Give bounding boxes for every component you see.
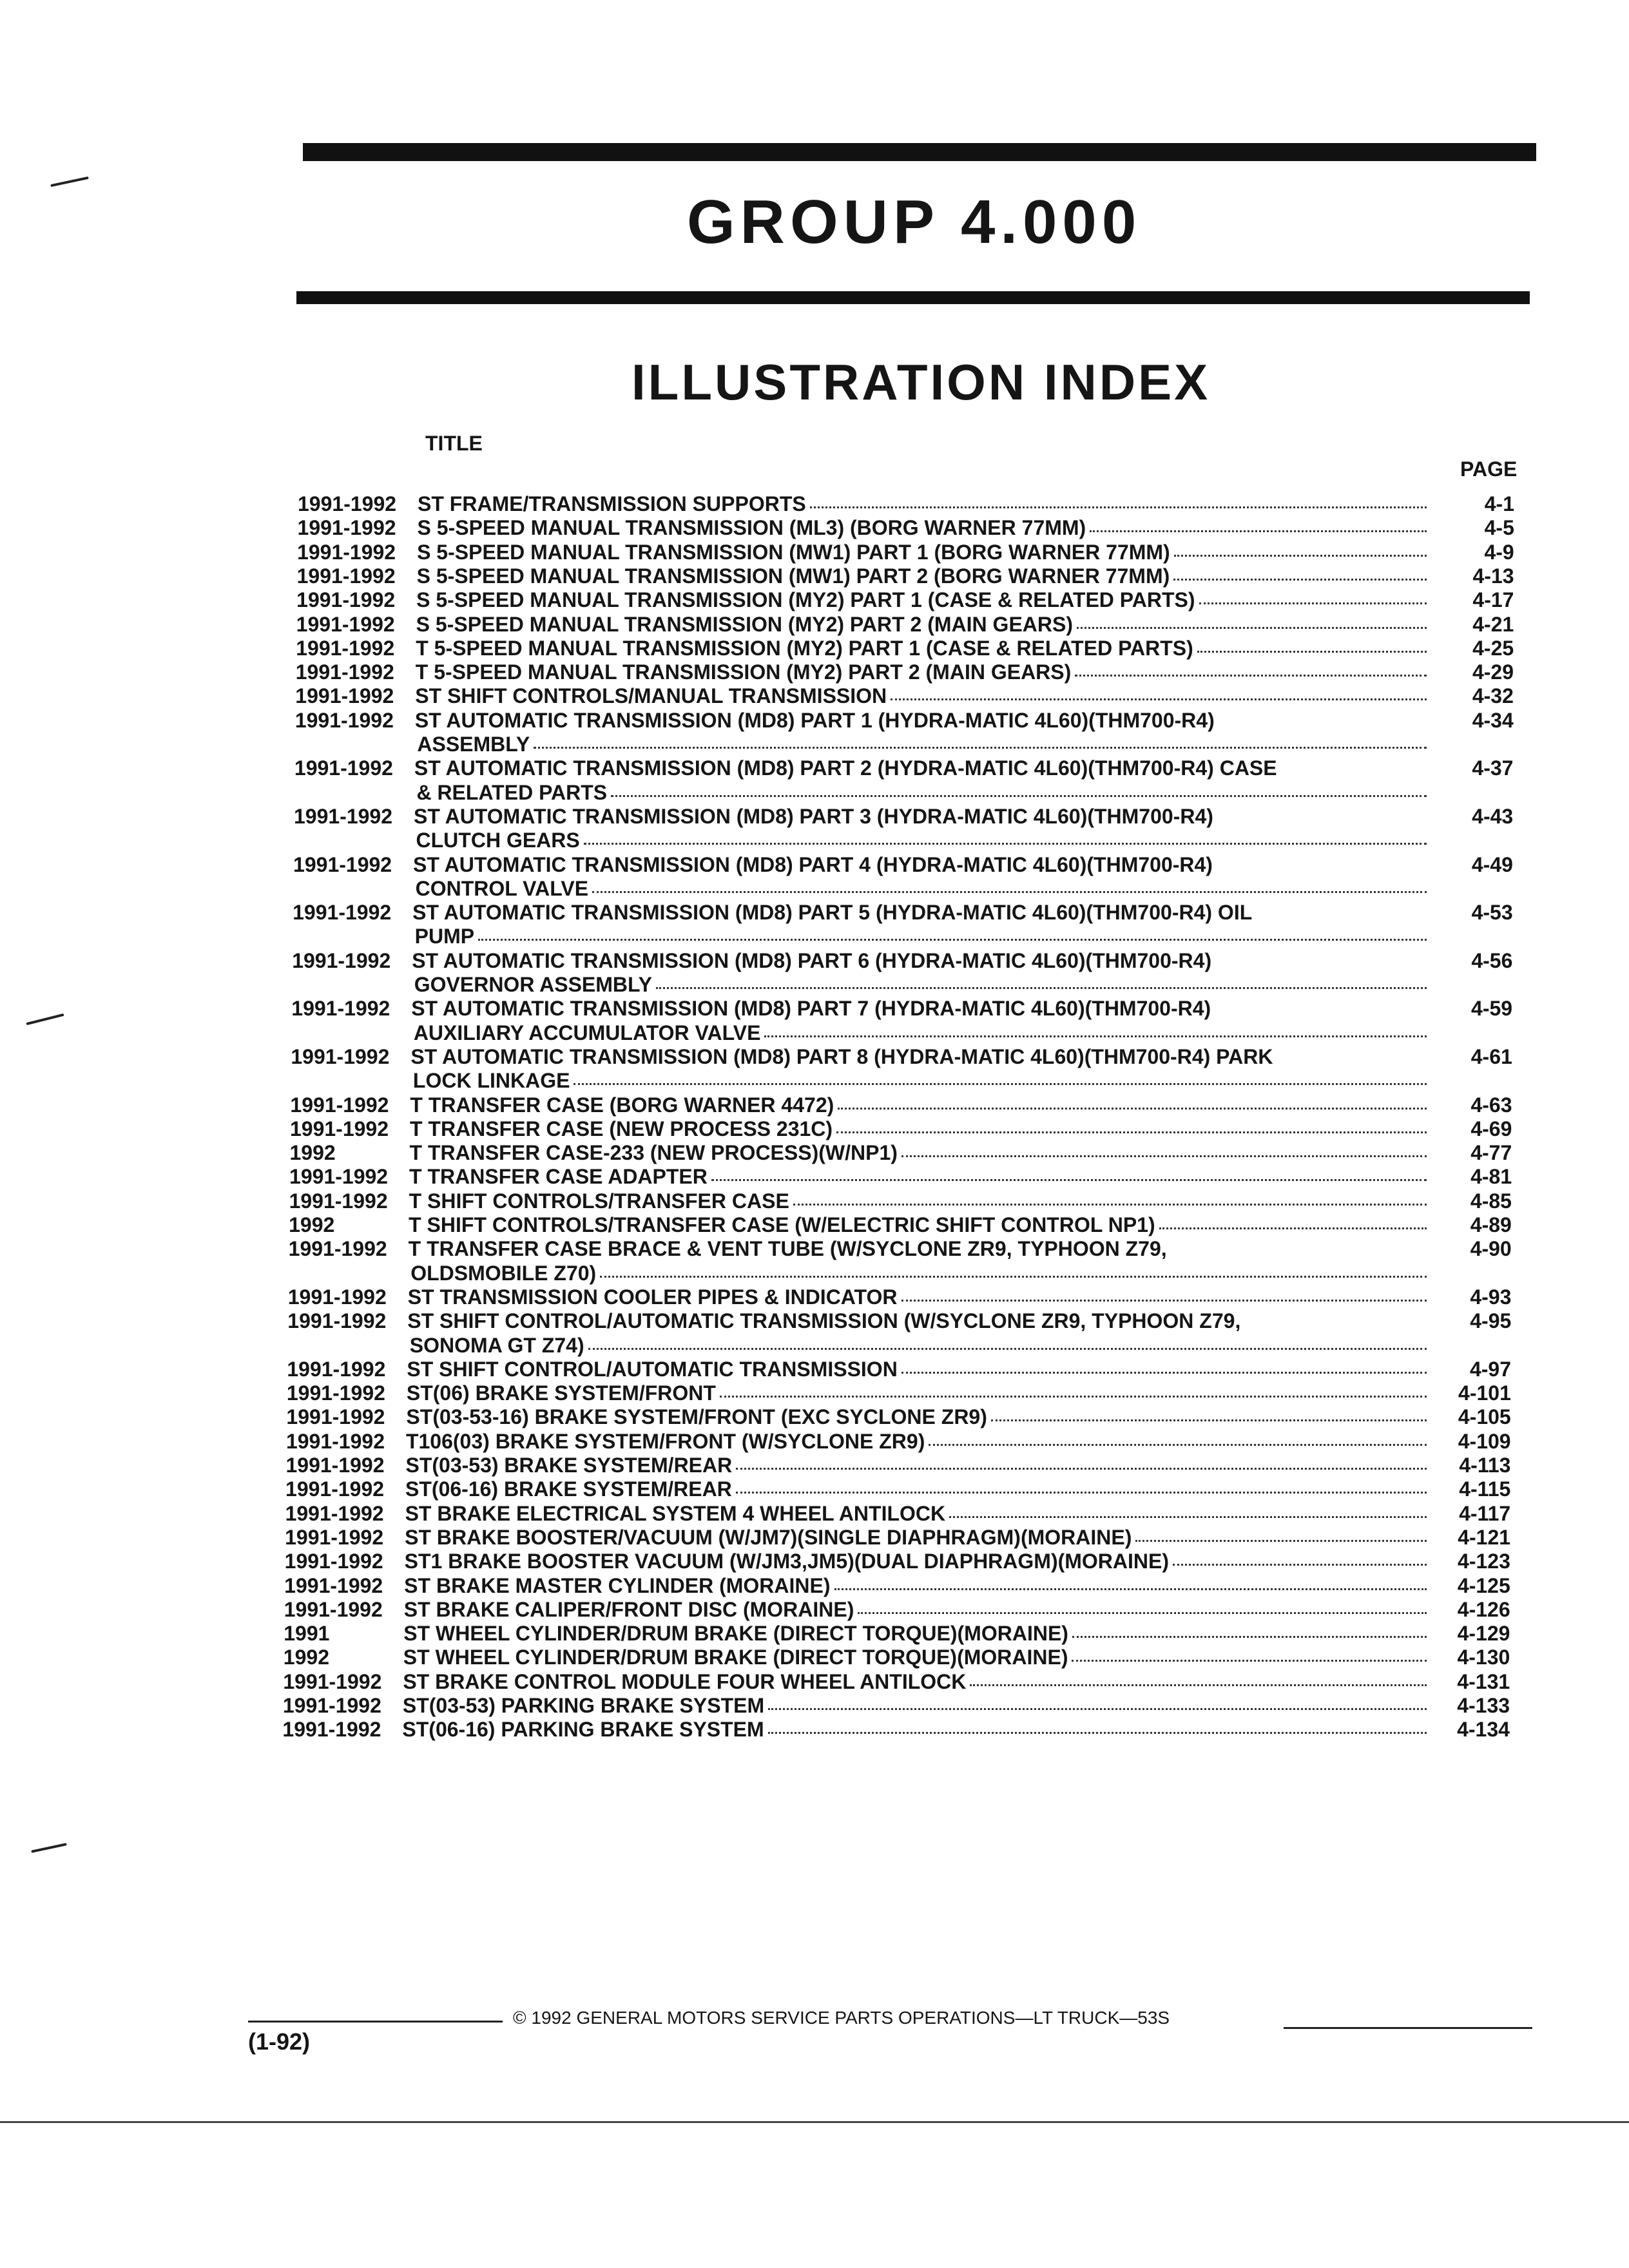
entry-page: 4-113: [1459, 1454, 1511, 1477]
dot-leader: [656, 987, 1427, 989]
dot-leader: [1199, 602, 1427, 604]
entry-title: ST WHEEL CYLINDER/DRUM BRAKE (DIRECT TORQUE)(MORAINE): [403, 1622, 1068, 1646]
entry-page: 4-59: [1471, 997, 1513, 1021]
entry-title-continued: [415, 926, 1431, 947]
entry-title-line2: & RELATED PARTS: [416, 780, 608, 804]
entry-years: 1991-1992: [284, 1550, 383, 1573]
dot-leader: [901, 1155, 1427, 1157]
dot-leader: [768, 1732, 1427, 1734]
dot-leader: [901, 1300, 1427, 1302]
entry-page: 4-53: [1471, 901, 1513, 925]
entry-title: S 5-SPEED MANUAL TRANSMISSION (MY2) PART 1 (CASE & RELATED PARTS): [416, 588, 1195, 612]
index-title: ILLUSTRATION INDEX: [631, 354, 1211, 410]
entry-page: 4-13: [1472, 564, 1514, 588]
entry-title: ST AUTOMATIC TRANSMISSION (MD8) PART 3 (HYDRA-MATIC 4L60)(THM700-R4): [413, 804, 1213, 828]
dot-leader: [858, 1612, 1427, 1614]
entry-years: 1991-1992: [295, 684, 394, 708]
dot-leader: [1174, 555, 1427, 557]
entry-years: 1991-1992: [288, 1237, 387, 1261]
entry-years: 1991-1992: [297, 516, 396, 540]
entry-page: 4-1: [1484, 492, 1514, 515]
dot-leader: [949, 1516, 1427, 1518]
entry-page: 4-77: [1470, 1141, 1512, 1165]
entry-page: 4-117: [1459, 1501, 1511, 1525]
entry-title: ST WHEEL CYLINDER/DRUM BRAKE (DIRECT TORQUE)(MORAINE): [403, 1646, 1068, 1669]
dot-leader: [574, 1083, 1427, 1085]
entry-title: ST(06) BRAKE SYSTEM/FRONT: [406, 1381, 716, 1405]
entry-title-line2: AUXILIARY ACCUMULATOR VALVE: [413, 1021, 761, 1044]
entry-title: ST AUTOMATIC TRANSMISSION (MD8) PART 1 (HYDRA-MATIC 4L60)(THM700-R4): [414, 708, 1215, 732]
entry-title: ST BRAKE CALIPER/FRONT DISC (MORAINE): [403, 1597, 854, 1621]
entry-title: ST FRAME/TRANSMISSION SUPPORTS: [418, 492, 806, 515]
entry-title: S 5-SPEED MANUAL TRANSMISSION (MW1) PART 2 (BORG WARNER 77MM): [416, 564, 1170, 588]
dot-leader: [584, 843, 1427, 845]
dot-leader: [1075, 675, 1427, 677]
entry-years: 1991-1992: [298, 492, 397, 515]
dot-leader: [793, 1204, 1427, 1206]
dot-leader: [901, 1372, 1427, 1374]
entry-page: 4-21: [1472, 612, 1514, 636]
dot-leader: [929, 1444, 1427, 1446]
entry-page: 4-131: [1457, 1669, 1510, 1693]
entry-years: 1991-1992: [287, 1357, 386, 1381]
dot-leader: [534, 747, 1427, 749]
entry-title: S 5-SPEED MANUAL TRANSMISSION (MW1) PART 1 (BORG WARNER 77MM): [417, 540, 1170, 564]
entry-title: T TRANSFER CASE-233 (NEW PROCESS)(W/NP1): [409, 1141, 898, 1165]
dot-leader: [611, 795, 1427, 797]
entry-title-continued: [414, 1023, 1431, 1043]
entry-page: 4-17: [1472, 588, 1514, 612]
dot-leader: [736, 1468, 1427, 1470]
entry-page: 4-126: [1457, 1597, 1510, 1621]
entry-title-continued: [416, 782, 1431, 803]
entry-title-continued: [416, 878, 1431, 899]
entry-title-continued: [413, 1070, 1431, 1091]
entry-page: 4-95: [1470, 1309, 1512, 1333]
entry-title-continued: [414, 974, 1431, 995]
entry-title: T TRANSFER CASE (NEW PROCESS 231C): [409, 1117, 833, 1140]
entry-title: ST AUTOMATIC TRANSMISSION (MD8) PART 7 (HYDRA-MATIC 4L60)(THM700-R4): [411, 997, 1211, 1021]
entry-years: 1991-1992: [296, 612, 395, 636]
entry-page: 4-69: [1470, 1117, 1512, 1140]
entry-title: ST BRAKE MASTER CYLINDER (MORAINE): [404, 1573, 831, 1597]
dot-leader: [970, 1684, 1427, 1686]
entry-page: 4-130: [1457, 1646, 1510, 1669]
dot-leader: [1173, 1564, 1427, 1566]
entry-title-line2: SONOMA GT Z74): [409, 1333, 584, 1357]
entry-years: 1991-1992: [292, 948, 391, 972]
entry-title: ST1 BRAKE BOOSTER VACUUM (W/JM3,JM5)(DUAL DIAPHRAGM)(MORAINE): [404, 1550, 1170, 1573]
entry-title: S 5-SPEED MANUAL TRANSMISSION (MY2) PART 2 (MAIN GEARS): [416, 612, 1073, 636]
entry-years: 1991-1992: [285, 1454, 385, 1477]
entry-page: 4-29: [1472, 660, 1514, 684]
entry-title: T TRANSFER CASE ADAPTER: [409, 1165, 708, 1189]
entry-title: ST AUTOMATIC TRANSMISSION (MD8) PART 4 (HYDRA-MATIC 4L60)(THM700-R4): [413, 852, 1213, 876]
entry-years: 1991-1992: [290, 1093, 389, 1117]
entry-page: 4-97: [1469, 1357, 1511, 1381]
entry-page: 4-89: [1470, 1213, 1512, 1236]
entry-title: ST AUTOMATIC TRANSMISSION (MD8) PART 2 (HYDRA-MATIC 4L60)(THM700-R4) CASE: [414, 756, 1277, 780]
dot-leader: [1173, 579, 1427, 581]
entry-years: 1991-1992: [284, 1597, 383, 1621]
entry-title: ST SHIFT CONTROL/AUTOMATIC TRANSMISSION (W/SYCLONE ZR9, TYPHOON Z79,: [407, 1309, 1241, 1333]
entry-years: 1992: [289, 1213, 335, 1236]
page-edge-rule: [0, 2121, 1629, 2123]
entry-title-line2: PUMP: [414, 925, 475, 948]
entry-years: 1991: [284, 1622, 330, 1646]
dot-leader: [736, 1492, 1427, 1494]
date-code: (1-92): [248, 2028, 311, 2055]
dot-leader: [1072, 1660, 1427, 1662]
entry-page: 4-43: [1472, 804, 1514, 828]
dot-leader: [891, 698, 1427, 700]
entry-title: ST SHIFT CONTROLS/MANUAL TRANSMISSION: [415, 684, 887, 708]
entry-page: 4-5: [1484, 516, 1514, 540]
entry-years: 1991-1992: [282, 1694, 381, 1717]
entry-page: 4-101: [1458, 1381, 1511, 1405]
entry-years: 1991-1992: [283, 1669, 382, 1693]
entry-title: ST(03-53) PARKING BRAKE SYSTEM: [402, 1694, 765, 1717]
entry-years: 1992: [289, 1141, 336, 1165]
entry-years: 1991-1992: [286, 1381, 385, 1405]
group-title: GROUP 4.000: [687, 187, 1142, 256]
dot-leader: [720, 1396, 1427, 1398]
dot-leader: [711, 1179, 1427, 1181]
entry-title: T 5-SPEED MANUAL TRANSMISSION (MY2) PART 2 (MAIN GEARS): [415, 660, 1072, 684]
entry-page: 4-37: [1472, 756, 1514, 780]
dot-leader: [1197, 651, 1427, 653]
entry-page: 4-81: [1470, 1165, 1512, 1189]
entry-title: ST(03-53-16) BRAKE SYSTEM/FRONT (EXC SYCLONE ZR9): [406, 1405, 987, 1429]
entry-years: 1991-1992: [285, 1429, 385, 1453]
entry-title-continued: [417, 734, 1431, 754]
entry-years: 1991-1992: [286, 1405, 385, 1429]
dot-leader: [836, 1131, 1427, 1133]
entry-years: 1991-1992: [293, 901, 392, 925]
entry-page: 4-56: [1471, 948, 1513, 972]
dot-leader: [838, 1108, 1427, 1110]
entry-page: 4-129: [1457, 1622, 1510, 1646]
entry-years: 1991-1992: [297, 540, 396, 564]
dot-leader: [1135, 1540, 1427, 1542]
entry-page: 4-125: [1457, 1573, 1510, 1597]
entry-years: 1991-1992: [289, 1117, 389, 1140]
entry-page: 4-32: [1472, 684, 1514, 708]
entry-title: S 5-SPEED MANUAL TRANSMISSION (ML3) (BORG WARNER 77MM): [417, 516, 1086, 540]
entry-page: 4-123: [1458, 1550, 1510, 1573]
dot-leader: [478, 939, 1427, 941]
entry-title: T TRANSFER CASE (BORG WARNER 4472): [410, 1093, 834, 1117]
entry-page: 4-115: [1459, 1477, 1511, 1501]
entry-page: 4-90: [1470, 1237, 1512, 1261]
entry-title: ST AUTOMATIC TRANSMISSION (MD8) PART 5 (HYDRA-MATIC 4L60)(THM700-R4) OIL: [412, 901, 1253, 925]
entry-years: 1991-1992: [293, 804, 393, 828]
entry-page: 4-93: [1470, 1285, 1512, 1309]
dot-leader: [991, 1419, 1427, 1421]
entry-page: 4-121: [1458, 1525, 1511, 1549]
entry-years: 1991-1992: [285, 1477, 385, 1501]
dot-leader: [600, 1276, 1427, 1278]
page-column-header: PAGE: [1460, 457, 1518, 481]
entry-title: T SHIFT CONTROLS/TRANSFER CASE: [409, 1189, 789, 1213]
entry-years: 1991-1992: [291, 997, 390, 1021]
entry-page: 4-134: [1457, 1718, 1510, 1742]
dot-leader: [1090, 530, 1427, 532]
entry-title-continued: [410, 1263, 1431, 1283]
entry-title-line2: LOCK LINKAGE: [412, 1069, 570, 1093]
entry-page: 4-25: [1472, 636, 1514, 660]
dot-leader: [1072, 1636, 1427, 1638]
entry-years: 1991-1992: [296, 636, 395, 660]
dot-leader: [1159, 1227, 1427, 1229]
entry-years: 1991-1992: [287, 1309, 387, 1333]
entry-page: 4-105: [1458, 1405, 1511, 1429]
entry-page: 4-133: [1457, 1694, 1510, 1717]
entry-years: 1991-1992: [285, 1525, 384, 1549]
entry-title: ST AUTOMATIC TRANSMISSION (MD8) PART 8 (HYDRA-MATIC 4L60)(THM700-R4) PARK: [410, 1044, 1273, 1068]
entry-page: 4-63: [1470, 1093, 1512, 1117]
entry-title: T 5-SPEED MANUAL TRANSMISSION (MY2) PART 1 (CASE & RELATED PARTS): [416, 636, 1193, 660]
dot-leader: [768, 1708, 1427, 1710]
entry-page: 4-34: [1472, 708, 1514, 732]
entry-years: 1991-1992: [296, 588, 396, 612]
dot-leader: [810, 506, 1427, 508]
entry-title: ST(06-16) BRAKE SYSTEM/REAR: [405, 1477, 732, 1501]
entry-title: ST(03-53) BRAKE SYSTEM/REAR: [405, 1454, 733, 1477]
entry-years: 1992: [283, 1646, 329, 1669]
entry-years: 1991-1992: [296, 564, 396, 588]
entry-title-line2: CONTROL VALVE: [415, 876, 589, 900]
entry-title-line2: OLDSMOBILE Z70): [410, 1261, 597, 1285]
entry-title: T TRANSFER CASE BRACE & VENT TUBE (W/SYCLONE ZR9, TYPHOON Z79,: [408, 1237, 1167, 1261]
entry-title: T SHIFT CONTROLS/TRANSFER CASE (W/ELECTRIC SHIFT CONTROL NP1): [409, 1213, 1155, 1236]
entry-title: ST SHIFT CONTROL/AUTOMATIC TRANSMISSION: [407, 1357, 898, 1381]
entry-years: 1991-1992: [293, 852, 392, 876]
footer-copyright: © 1992 GENERAL MOTORS SERVICE PARTS OPERATIONS—LT TRUCK—53S: [513, 2008, 1170, 2028]
entry-title-line2: GOVERNOR ASSEMBLY: [414, 973, 652, 996]
entry-title-line2: CLUTCH GEARS: [416, 829, 580, 852]
entry-title: ST TRANSMISSION COOLER PIPES & INDICATOR: [407, 1285, 898, 1309]
entry-page: 4-109: [1458, 1429, 1511, 1453]
entry-title-continued: [410, 1335, 1431, 1356]
entry-page: 4-85: [1470, 1189, 1512, 1213]
entry-years: 1991-1992: [285, 1501, 384, 1525]
entry-years: 1991-1992: [294, 756, 393, 780]
entry-years: 1991-1992: [287, 1285, 387, 1309]
entry-title: ST AUTOMATIC TRANSMISSION (MD8) PART 6 (HYDRA-MATIC 4L60)(THM700-R4): [412, 948, 1212, 972]
dot-leader: [1077, 627, 1427, 629]
dot-leader: [834, 1588, 1427, 1590]
entry-title-line2: ASSEMBLY: [417, 733, 530, 756]
dot-leader: [764, 1035, 1427, 1037]
entry-title: ST(06-16) PARKING BRAKE SYSTEM: [402, 1718, 764, 1742]
dot-leader: [588, 1348, 1427, 1350]
entry-years: 1991-1992: [284, 1573, 383, 1597]
entry-page: 4-9: [1484, 540, 1514, 564]
entry-years: 1991-1992: [289, 1189, 388, 1213]
footer-rule: [1284, 2027, 1532, 2029]
entry-years: 1991-1992: [289, 1165, 389, 1189]
entry-title: ST BRAKE BOOSTER/VACUUM (W/JM7)(SINGLE DIAPHRAGM)(MORAINE): [405, 1525, 1132, 1549]
entry-title: T106(03) BRAKE SYSTEM/FRONT (W/SYCLONE ZR9): [405, 1429, 925, 1453]
entry-page: 4-61: [1470, 1044, 1512, 1068]
entry-years: 1991-1992: [295, 660, 394, 684]
entry-page: 4-49: [1471, 852, 1513, 876]
dot-leader: [592, 891, 1427, 893]
footer-rule: [248, 2021, 503, 2023]
title-column-header: TITLE: [425, 432, 483, 455]
entry-title: ST BRAKE CONTROL MODULE FOUR WHEEL ANTILOCK: [403, 1669, 967, 1693]
entry-title: ST BRAKE ELECTRICAL SYSTEM 4 WHEEL ANTILOCK: [405, 1501, 946, 1525]
entry-years: 1991-1992: [294, 708, 394, 732]
entry-title-continued: [416, 830, 1431, 850]
entry-years: 1991-1992: [282, 1718, 381, 1742]
entry-years: 1991-1992: [291, 1044, 390, 1068]
